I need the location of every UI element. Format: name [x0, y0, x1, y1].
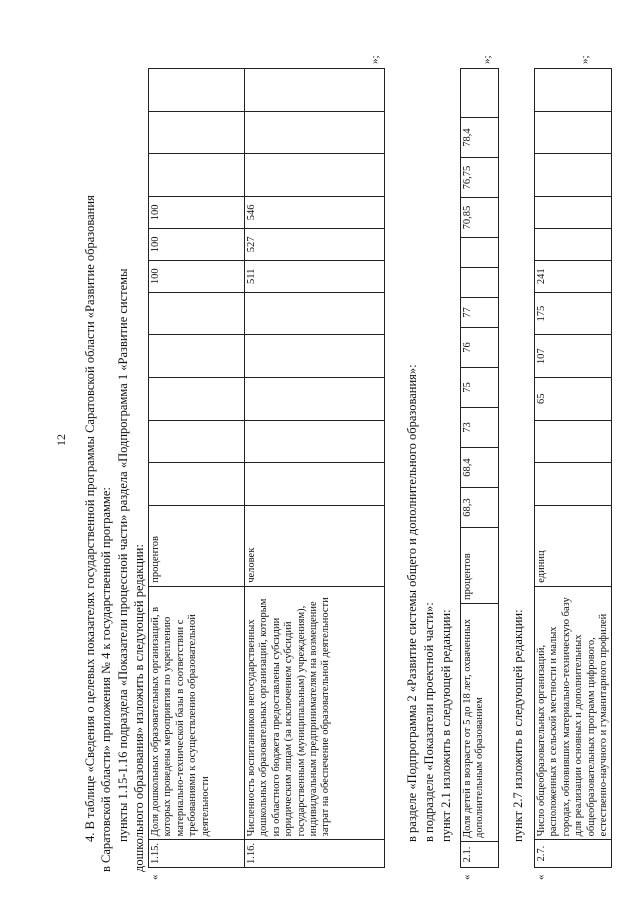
document-body	[78, 22, 618, 882]
value-cell: 107	[535, 335, 612, 378]
table-3	[534, 68, 612, 868]
value-cell: 68,4	[461, 448, 499, 488]
unit: единиц	[535, 505, 612, 586]
row-number: 1.15.	[149, 840, 245, 868]
page-number: 12	[54, 434, 68, 446]
intro-line-4: дошкольного образования» изложить в следующей редакции:	[131, 544, 146, 872]
value-cell	[149, 292, 245, 335]
intro-paragraph	[82, 42, 147, 872]
value-cell: 100	[149, 228, 245, 260]
value-cell	[245, 69, 385, 112]
value-cell: 78,4	[461, 118, 499, 158]
table3-open-quote: «	[535, 874, 547, 880]
value-cell	[149, 420, 245, 463]
value-cell	[245, 111, 385, 154]
table1-open-quote: «	[149, 874, 161, 880]
table-2	[460, 68, 499, 868]
value-cell: 73	[461, 408, 499, 448]
table3-close-quote: »;	[579, 55, 591, 64]
value-cell: 241	[535, 260, 612, 292]
value-cell	[245, 292, 385, 335]
value-cell: 76	[461, 328, 499, 368]
indicator-name: Доля дошкольных образовательных организаций, в которых проведены мероприятия по укреплению материально-технической базы в соответствии с требованиями к осуществлению образовательной деятельности	[149, 586, 245, 840]
value-cell	[535, 420, 612, 463]
table-1	[148, 68, 385, 868]
mid-line-3: пункт 2.1 изложить в следующей редакции:	[439, 609, 453, 842]
value-cell	[149, 111, 245, 154]
value-cell	[535, 196, 612, 228]
value-cell	[461, 69, 499, 118]
value-cell: 70,85	[461, 198, 499, 238]
value-cell	[149, 69, 245, 112]
value-cell	[245, 420, 385, 463]
value-cell: 75	[461, 368, 499, 408]
value-cell	[535, 154, 612, 197]
table1-close-quote: »;	[369, 55, 381, 64]
value-cell	[535, 463, 612, 506]
unit: процентов	[461, 528, 499, 604]
value-cell	[245, 377, 385, 420]
value-cell	[535, 228, 612, 260]
value-cell	[149, 377, 245, 420]
indicator-name: Доля детей в возрасте от 5 до 18 лет, охваченных дополнительным образованием	[461, 604, 499, 842]
value-cell	[149, 335, 245, 378]
mid-line-1: в разделе «Подпрограмма 2 «Развитие системы общего и дополнительного образования»:	[405, 364, 419, 842]
value-cell: 527	[245, 228, 385, 260]
row-number: 2.7.	[535, 840, 612, 868]
value-cell	[535, 111, 612, 154]
value-cell: 100	[149, 196, 245, 228]
value-cell	[245, 154, 385, 197]
intro-line-3: пункты 1.15-1.16 подраздела «Показатели процессной части» раздела «Подпрограмма 1 «Развитие системы	[115, 268, 130, 842]
value-cell	[461, 238, 499, 268]
unit: человек	[245, 505, 385, 586]
mid-line-2: в подразделе «Показатели проектной части»:	[422, 602, 436, 842]
row-number: 1.16.	[245, 840, 385, 868]
table-row	[149, 69, 245, 868]
value-cell: 77	[461, 298, 499, 328]
value-cell: 65	[535, 377, 612, 420]
value-cell	[149, 154, 245, 197]
table2-open-quote: «	[461, 874, 473, 880]
value-cell: 511	[245, 260, 385, 292]
intro-line-1: 4. В таблице «Сведения о целевых показателях государственной программы Саратовской области «Развитие образования	[83, 195, 97, 842]
value-cell	[149, 463, 245, 506]
value-cell: 76,75	[461, 158, 499, 198]
value-cell	[245, 335, 385, 378]
table-row	[461, 69, 499, 868]
value-cell: 68,3	[461, 488, 499, 528]
value-cell	[535, 69, 612, 112]
indicator-name: Численность воспитанников негосударственных дошкольных образовательных организаций, которым из областного бюджета предоставлены субсидии юридическим лицам (за исключением субсидий государственным (муниципальным) учреждениям), индивидуальным предпринимателям на возмещение затрат на обеспечение образовательной деятельности	[245, 586, 385, 840]
indicator-name: Число общеобразовательных организаций, расположенных в сельской местности и малых городах, обновивших материально-техническую базу для реализации основных и дополнительных общеобразовательных программ цифрового, естественно-научного и гуманитарного профилей	[535, 586, 612, 840]
p27-line: пункт 2.7 изложить в следующей редакции:	[511, 609, 525, 842]
unit: процентов	[149, 505, 245, 586]
row-number: 2.1.	[461, 842, 499, 868]
value-cell	[461, 268, 499, 298]
value-cell: 175	[535, 292, 612, 335]
value-cell: 546	[245, 196, 385, 228]
table2-close-quote: »;	[481, 55, 493, 64]
table-row	[245, 69, 385, 868]
value-cell	[245, 463, 385, 506]
intro-line-2: в Саратовской области» приложения № 4 к государственной программе:	[99, 487, 114, 872]
table-row	[535, 69, 612, 868]
value-cell: 100	[149, 260, 245, 292]
